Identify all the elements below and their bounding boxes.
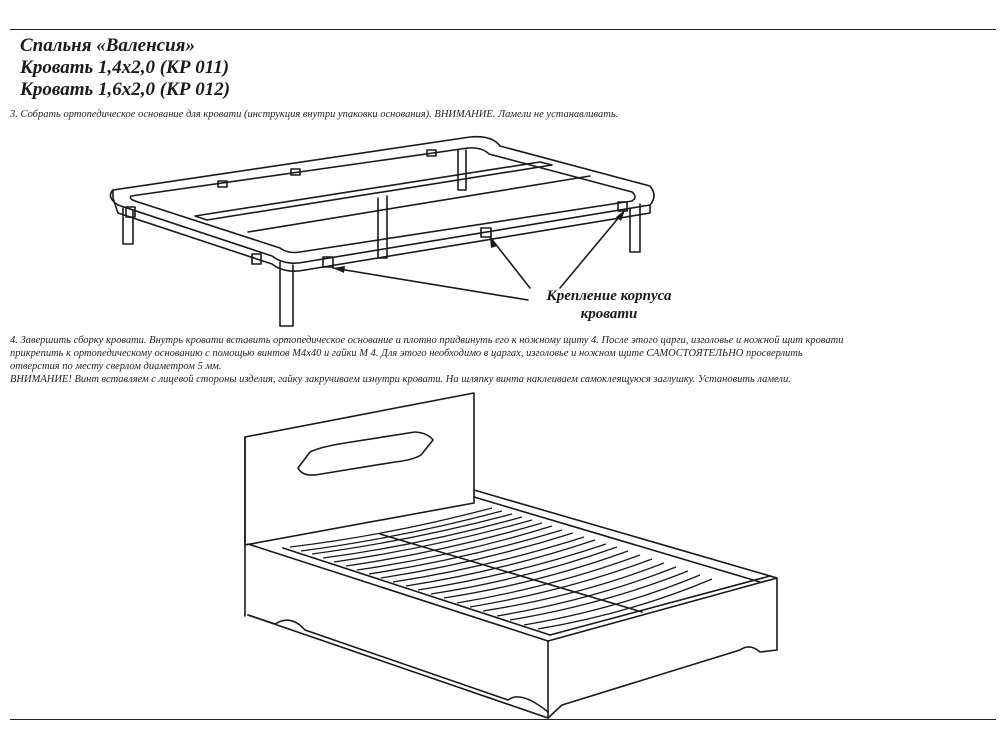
- callout-line-2: кровати: [580, 306, 638, 322]
- title-line-2: Кровать 1,4х2,0 (КР 011): [20, 57, 230, 78]
- title-line-3: Кровать 1,6х2,0 (КР 012): [20, 79, 231, 100]
- step-4-line-3: отверстия по месту сверлом диаметром 5 мм.: [10, 361, 222, 372]
- callout-line-1: Крепление корпуса: [546, 288, 672, 304]
- fastening-callout: [536, 287, 682, 323]
- bottom-rule: [10, 719, 996, 720]
- step-4-line-1: 4. Завершить сборку кровати. Внутрь кровати вставить ортопедическое основание и плотно придвинуть его к ножному щиту 4. После этого царги, изголовье и ножной щит кровати: [10, 335, 844, 346]
- step-3-text: 3. Собрать ортопедическое основание для кровати (инструкция внутри упаковки основания). ВНИМАНИЕ. Ламели не устанавливать.: [10, 109, 619, 120]
- step-4-line-2: прикрепить к ортопедическому основанию с помощью винтов М4х40 и гайки М 4. Для этого необходимо в царгах, изголовье и ножном щите САМОСТОЯТЕЛЬНО просверлить: [10, 348, 803, 359]
- step-4-text: [10, 334, 995, 386]
- title-line-1: Спальня «Валенсия»: [20, 35, 195, 56]
- step-4-line-4: ВНИМАНИЕ! Винт вставляем с лицевой стороны изделия, гайку закручиваем изнутри кровати. На шляпку винта наклеиваем самоклеящуюся заглушку. Установить ламели.: [10, 374, 791, 385]
